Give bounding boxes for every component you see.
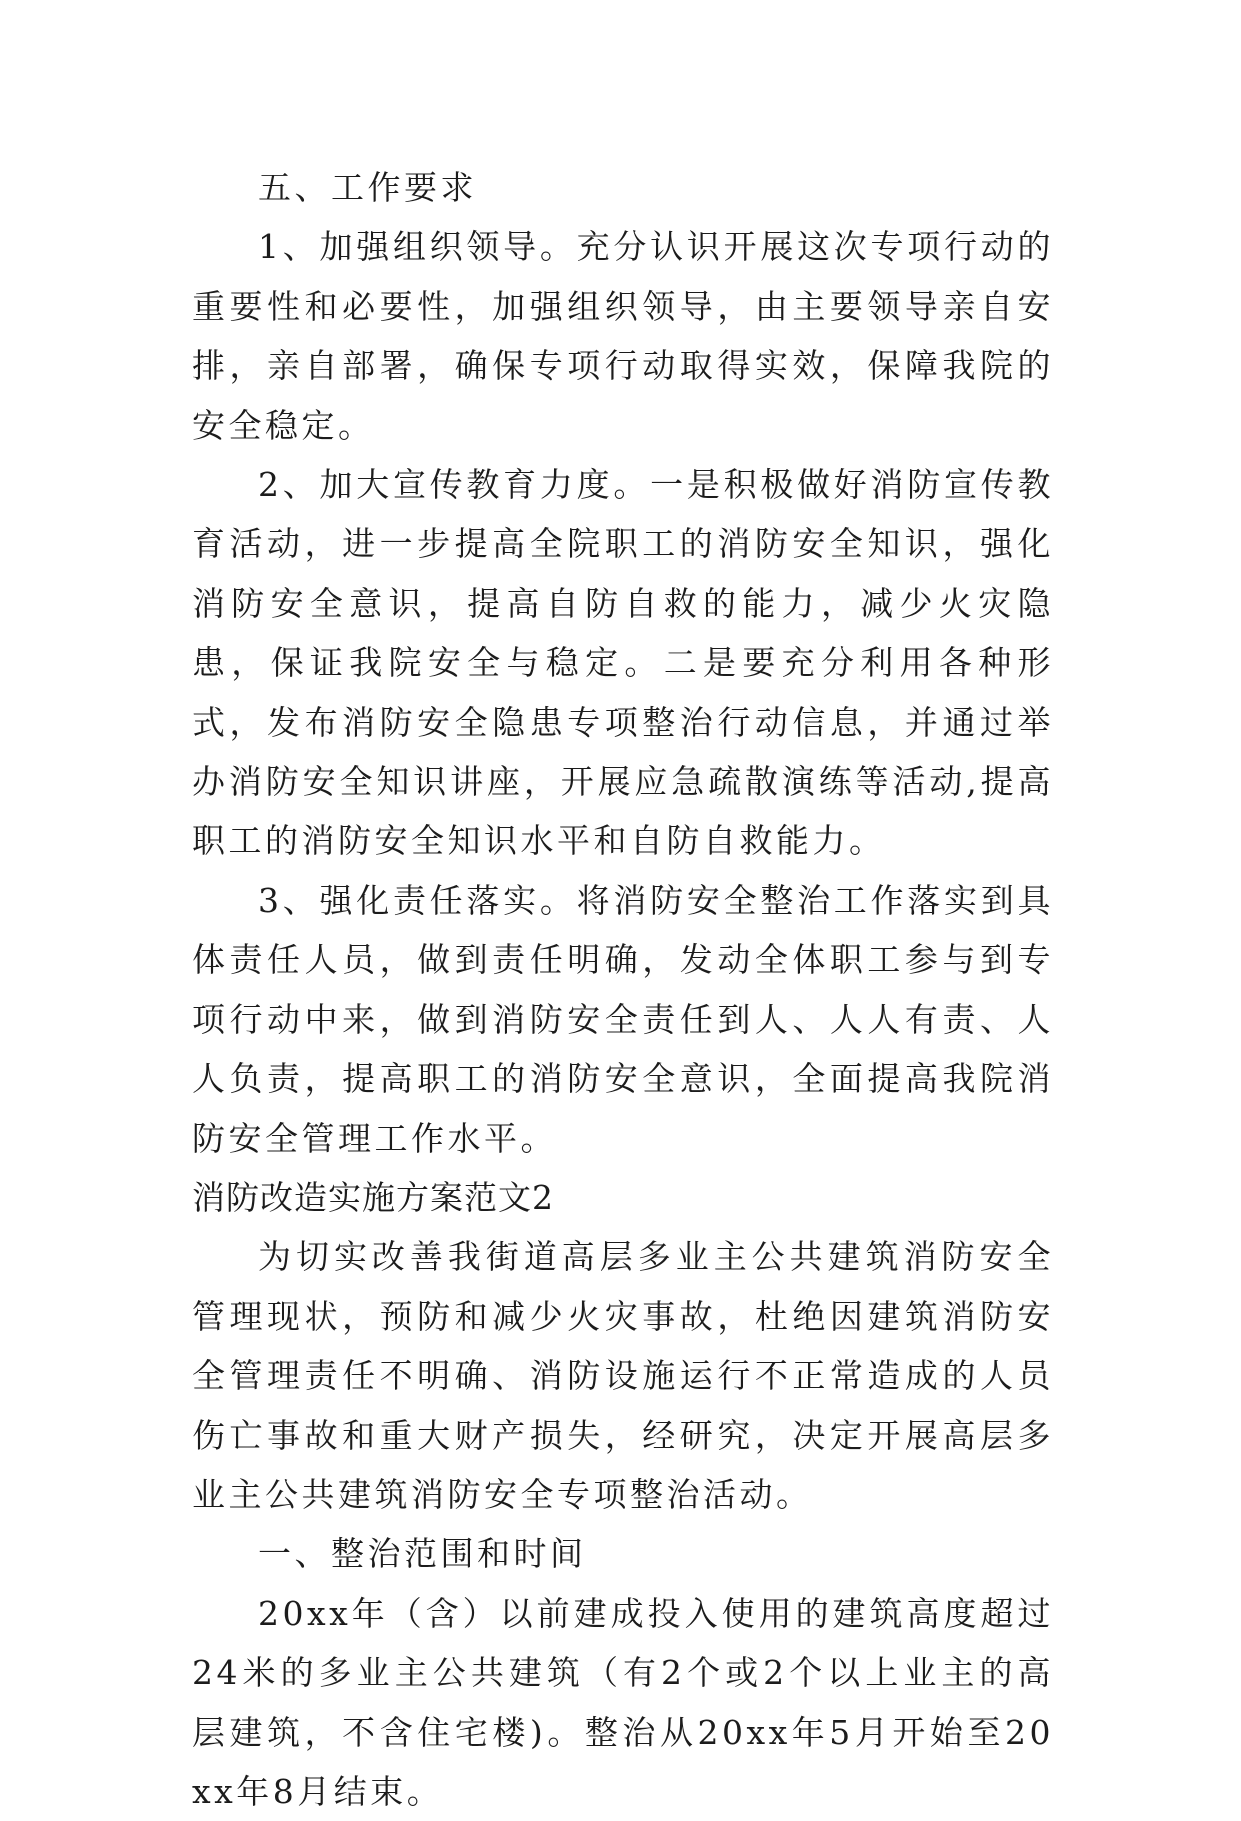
paragraph-item-3: 3、强化责任落实。将消防安全整治工作落实到具体责任人员，做到责任明确，发动全体职工参与到专项行动中来，做到消防安全责任到人、人人有责、人人负责，提高职工的消防安全意识，全面提高我院消防安全管理工作水平。	[192, 880, 1054, 1158]
paragraph-item-2: 2、加大宣传教育力度。一是积极做好消防宣传教育活动，进一步提高全院职工的消防安全知识，强化消防安全意识，提高自防自救的能力，减少火灾隐患，保证我院安全与稳定。二是要充分利用各种形式，发布消防安全隐患专项整治行动信息，并通过举办消防安全知识讲座，开展应急疏散演练等活动,提高职工的消防安全知识水平和自防自救能力。	[192, 465, 1054, 861]
document-subtitle: 消防改造实施方案范文2	[192, 1177, 554, 1217]
paragraph-scope: 20xx年（含）以前建成投入使用的建筑高度超过24米的多业主公共建筑（有2个或2个以上业主的高层建筑，不含住宅楼)。整治从20xx年5月开始至20xx年8月结束。	[192, 1593, 1054, 1811]
document-body	[192, 158, 1054, 1821]
paragraph-item-1: 1、加强组织领导。充分认识开展这次专项行动的重要性和必要性，加强组织领导，由主要领导亲自安排，亲自部署，确保专项行动取得实效，保障我院的安全稳定。	[192, 227, 1054, 445]
section-heading-work-requirements: 五、工作要求	[258, 168, 477, 207]
section-heading-scope-and-time: 一、整治范围和时间	[258, 1534, 587, 1574]
paragraph-intro: 为切实改善我街道高层多业主公共建筑消防安全管理现状，预防和减少火灾事故，杜绝因建筑消防安全管理责任不明确、消防设施运行不正常造成的人员伤亡事故和重大财产损失，经研究，决定开展高层多业主公共建筑消防安全专项整治活动。	[192, 1237, 1054, 1514]
